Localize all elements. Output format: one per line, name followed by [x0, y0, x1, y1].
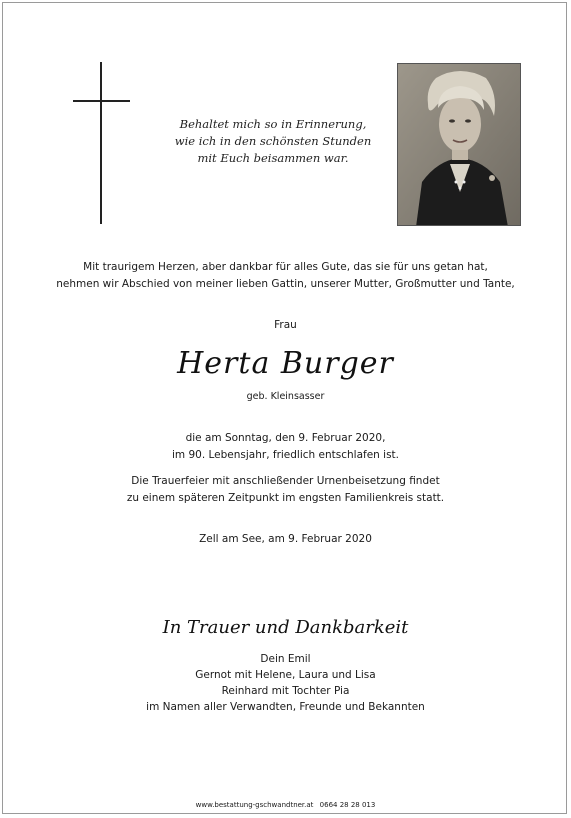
- quote-line: Behaltet mich so in Erinnerung,: [179, 117, 367, 131]
- service-notice-line: Die Trauerfeier mit anschließender Urnenbeisetzung findet: [131, 475, 440, 487]
- service-notice: [0, 473, 571, 507]
- salutation: Frau: [274, 319, 297, 331]
- cross-icon: [100, 62, 102, 224]
- death-notice-line: die am Sonntag, den 9. Februar 2020,: [185, 432, 386, 444]
- memorial-quote: [168, 116, 378, 167]
- intro-line: nehmen wir Abschied von meiner lieben Gattin, unserer Mutter, Großmutter und Tante,: [56, 278, 515, 290]
- family-line: im Namen aller Verwandten, Freunde und Bekannten: [146, 701, 425, 713]
- cross-icon-bar: [73, 100, 130, 102]
- quote-line: wie ich in den schönsten Stunden: [174, 134, 372, 148]
- footer-website: www.bestattung-gschwandtner.at: [195, 801, 314, 809]
- intro-text: [0, 259, 571, 293]
- service-notice-line: zu einem späteren Zeitpunkt im engsten Familienkreis statt.: [126, 492, 445, 504]
- intro-line: Mit traurigem Herzen, aber dankbar für alles Gute, das sie für uns getan hat,: [83, 261, 488, 273]
- footer-phone: 0664 28 28 013: [319, 801, 376, 809]
- quote-line: mit Euch beisammen war.: [197, 151, 349, 165]
- family-line: Gernot mit Helene, Laura und Lisa: [195, 669, 376, 681]
- family-line: Dein Emil: [260, 653, 311, 665]
- death-notice-line: im 90. Lebensjahr, friedlich entschlafen ist.: [171, 449, 400, 461]
- death-notice: [0, 430, 571, 464]
- mourning-heading: In Trauer und Dankbarkeit: [162, 617, 409, 638]
- portrait-photo: [397, 63, 521, 226]
- place-date: Zell am See, am 9. Februar 2020: [199, 533, 372, 545]
- family-line: Reinhard mit Tochter Pia: [221, 685, 350, 697]
- footer: [0, 801, 571, 809]
- family-list: [0, 651, 571, 715]
- deceased-name: Herta Burger: [177, 346, 394, 381]
- maiden-name: geb. Kleinsasser: [246, 391, 325, 402]
